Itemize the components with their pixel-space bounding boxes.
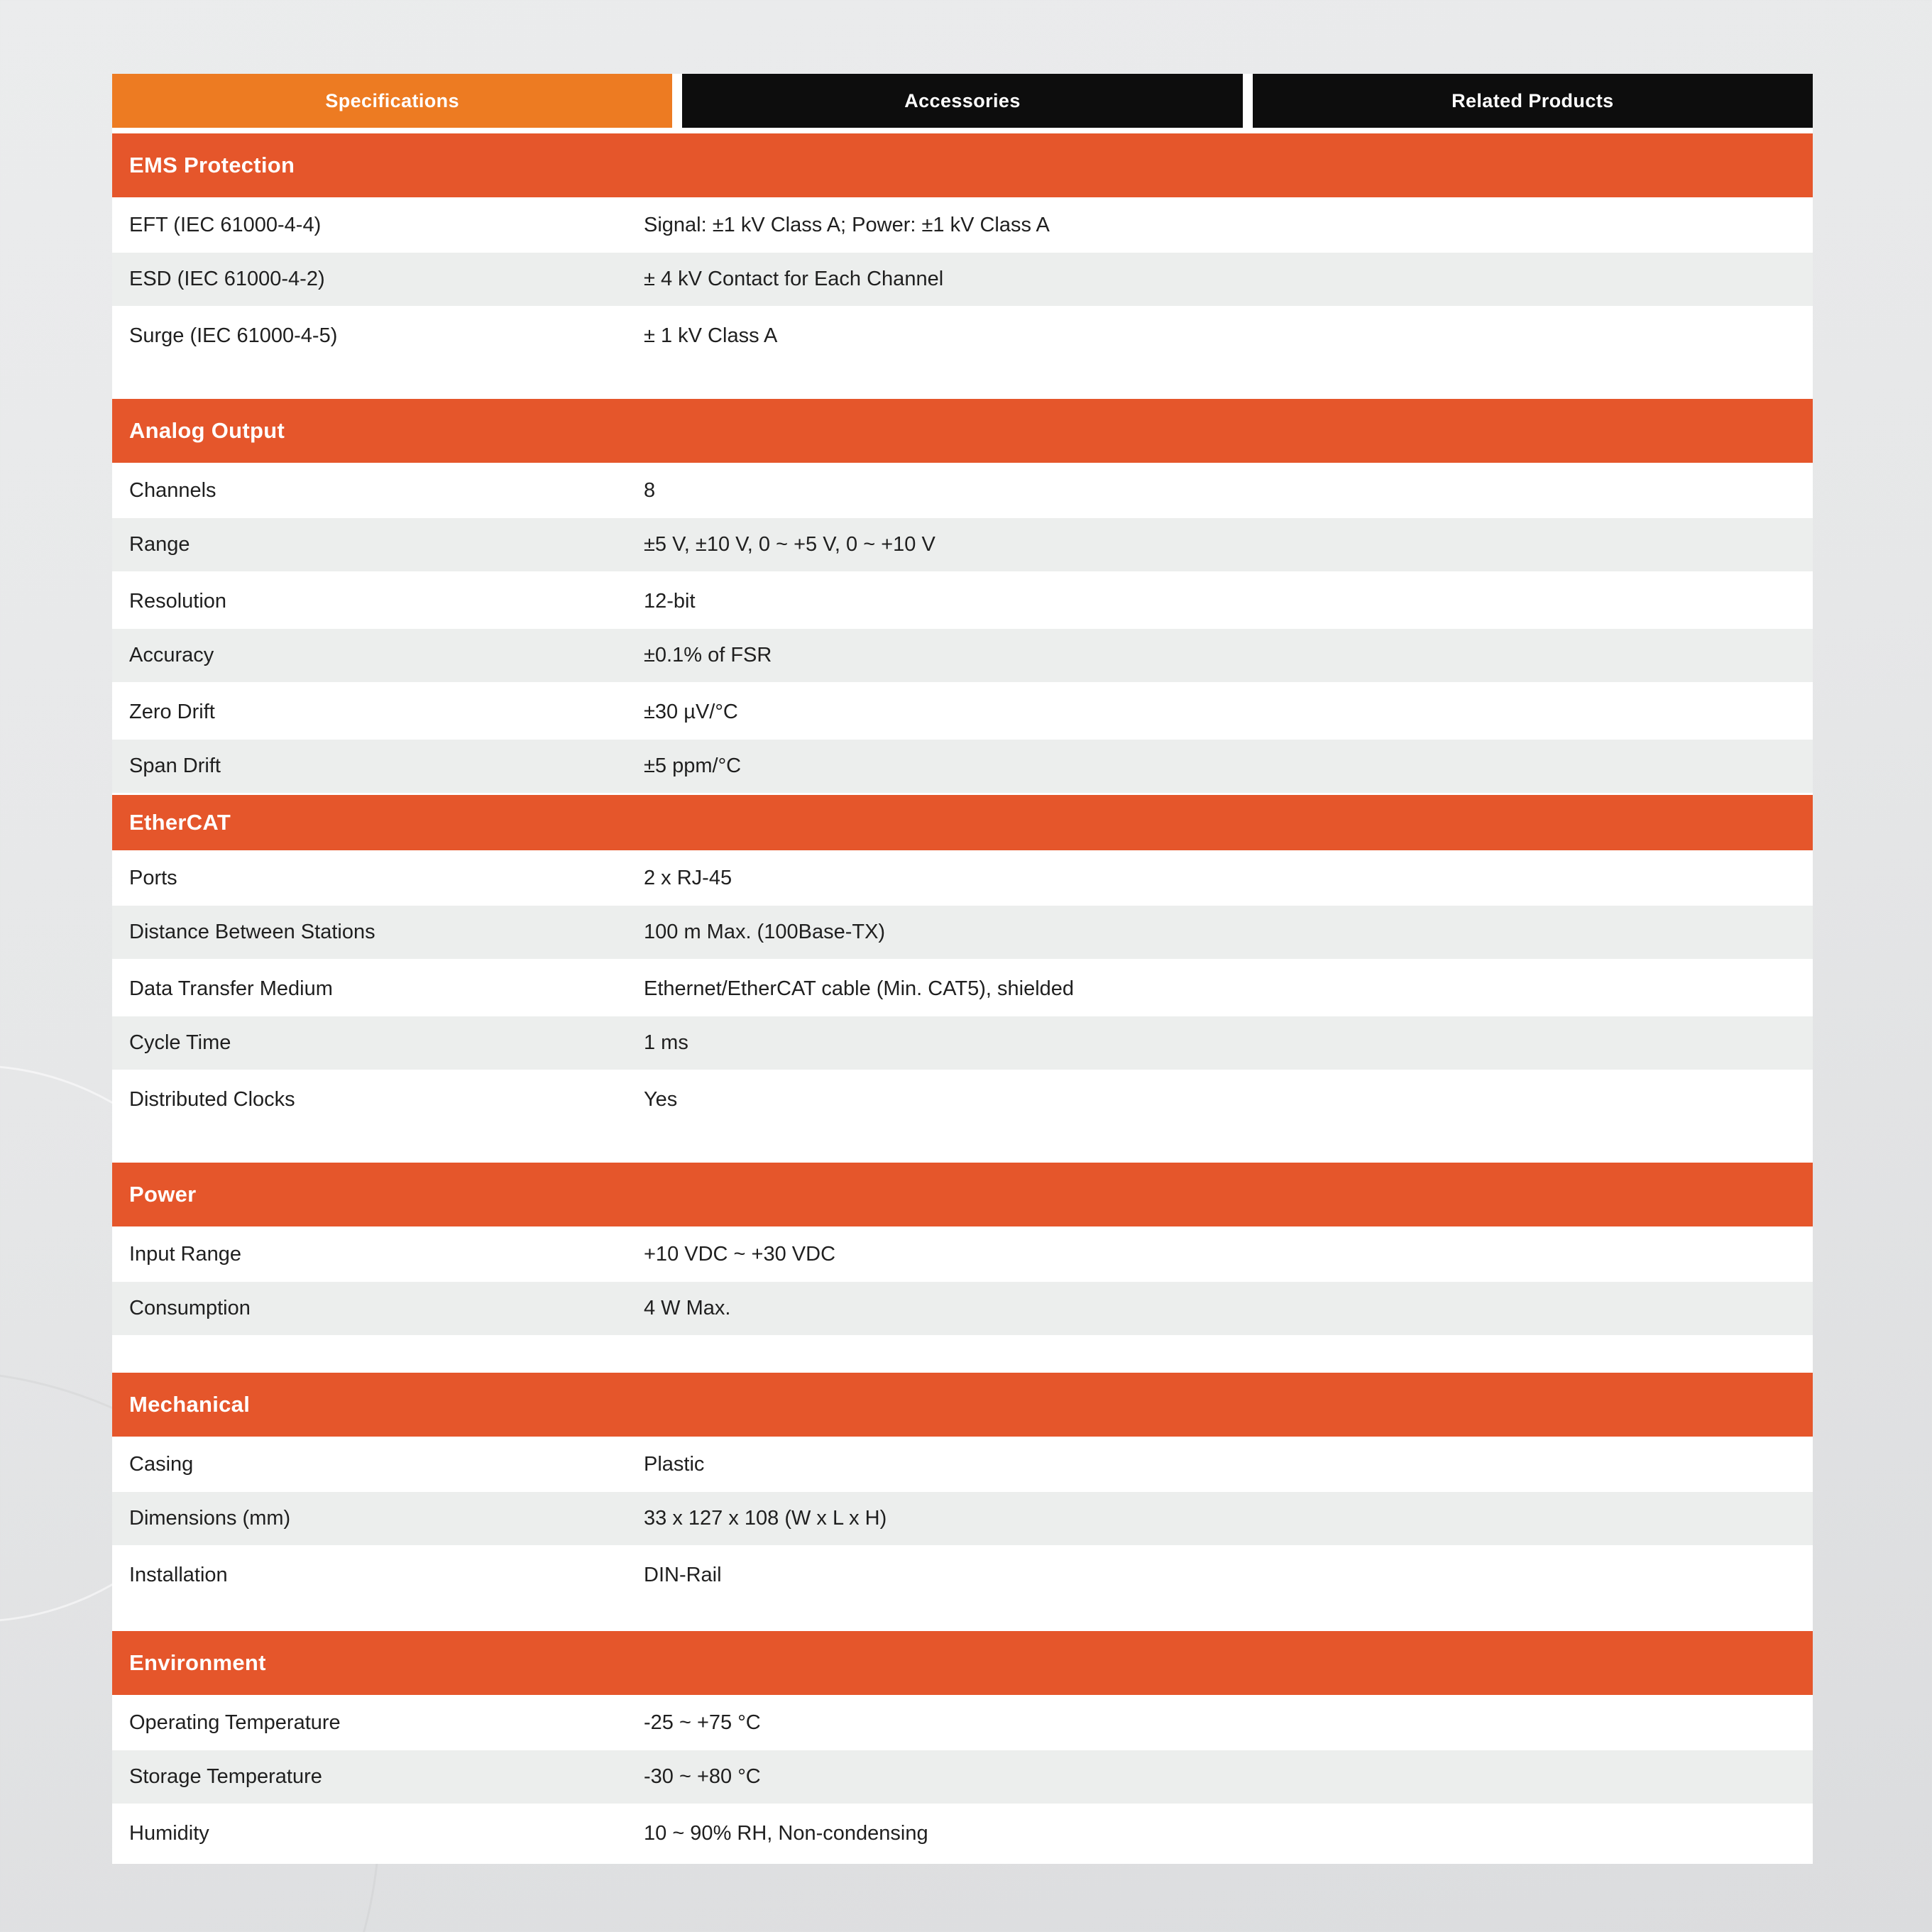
section-header: EtherCAT — [112, 795, 1813, 850]
spec-label: Dimensions (mm) — [129, 1507, 291, 1530]
spec-value: 8 — [644, 478, 656, 502]
section-header: Environment — [112, 1631, 1813, 1695]
spec-row — [112, 684, 1813, 740]
section-rows — [112, 463, 1813, 795]
spec-value: ±5 ppm/°C — [644, 754, 742, 777]
product-spec-panel — [112, 74, 1813, 1864]
spec-row — [112, 1437, 1813, 1492]
spec-value: ±30 µV/°C — [644, 700, 738, 723]
spec-label: Storage Temperature — [129, 1765, 322, 1788]
section-rows — [112, 1695, 1813, 1861]
spec-value: ±5 V, ±10 V, 0 ~ +5 V, 0 ~ +10 V — [644, 533, 935, 556]
spec-label: Casing — [129, 1452, 194, 1476]
spec-label: Channels — [129, 478, 216, 502]
section-header: Analog Output — [112, 399, 1813, 463]
spec-row — [112, 463, 1813, 518]
spec-value: ± 4 kV Contact for Each Channel — [644, 268, 944, 290]
spec-label: Distributed Clocks — [129, 1087, 295, 1111]
section-header: Mechanical — [112, 1373, 1813, 1437]
spec-row — [112, 1547, 1813, 1603]
section-rows — [112, 1437, 1813, 1603]
spec-value: 1 ms — [644, 1031, 688, 1054]
tab-accessories[interactable]: Accessories — [682, 74, 1242, 128]
spec-value: 4 W Max. — [644, 1297, 731, 1319]
spec-row — [112, 1072, 1813, 1127]
section-rows — [112, 850, 1813, 1127]
spec-value: 2 x RJ-45 — [644, 866, 732, 889]
spec-label: Surge (IEC 61000-4-5) — [129, 324, 338, 347]
spec-value: +10 VDC ~ +30 VDC — [644, 1242, 836, 1266]
tab-specifications[interactable]: Specifications — [112, 74, 672, 128]
spec-label: Distance Between Stations — [129, 921, 375, 943]
spec-row — [112, 629, 1813, 684]
section-rows — [112, 1226, 1813, 1337]
spec-label: Input Range — [129, 1242, 242, 1266]
spec-value: Plastic — [644, 1452, 705, 1476]
spec-row — [112, 961, 1813, 1016]
spec-label: Installation — [129, 1563, 228, 1586]
spec-row — [112, 1226, 1813, 1282]
spec-label: Accuracy — [129, 644, 214, 666]
spec-label: Data Transfer Medium — [129, 977, 333, 1000]
spec-value: 100 m Max. (100Base-TX) — [644, 921, 886, 943]
spec-label: Range — [129, 533, 190, 556]
spec-row — [112, 253, 1813, 308]
spec-value: Yes — [644, 1087, 678, 1111]
spec-label: Humidity — [129, 1821, 209, 1845]
spec-label: Consumption — [129, 1297, 251, 1319]
spec-label: Span Drift — [129, 754, 221, 777]
spec-value: -30 ~ +80 °C — [644, 1765, 761, 1788]
spec-label: ESD (IEC 61000-4-2) — [129, 268, 325, 290]
spec-row — [112, 197, 1813, 253]
spec-row — [112, 906, 1813, 961]
spec-label: Ports — [129, 866, 177, 889]
spec-row — [112, 1806, 1813, 1861]
section-header: Power — [112, 1163, 1813, 1226]
spec-row — [112, 1750, 1813, 1806]
spec-table — [112, 133, 1813, 1864]
spec-value: ±0.1% of FSR — [644, 644, 772, 666]
spec-label: Zero Drift — [129, 700, 215, 723]
spec-label: Operating Temperature — [129, 1711, 341, 1734]
spec-row — [112, 1016, 1813, 1072]
spec-row — [112, 1282, 1813, 1337]
spec-value: Ethernet/EtherCAT cable (Min. CAT5), shielded — [644, 977, 1075, 1000]
spec-section — [112, 1163, 1813, 1373]
tab-bar — [112, 74, 1813, 128]
spec-value: 10 ~ 90% RH, Non-condensing — [644, 1821, 928, 1845]
spec-section — [112, 1631, 1813, 1864]
spec-row — [112, 850, 1813, 906]
spec-value: 12-bit — [644, 589, 696, 613]
spec-value: DIN-Rail — [644, 1563, 722, 1586]
spec-value: Signal: ±1 kV Class A; Power: ±1 kV Class A — [644, 213, 1050, 236]
spec-label: Cycle Time — [129, 1031, 231, 1054]
spec-row — [112, 1695, 1813, 1750]
spec-row — [112, 740, 1813, 795]
spec-label: EFT (IEC 61000-4-4) — [129, 213, 322, 236]
spec-row — [112, 1492, 1813, 1547]
spec-value: 33 x 127 x 108 (W x L x H) — [644, 1507, 887, 1530]
tab-related-products[interactable]: Related Products — [1253, 74, 1813, 128]
spec-section — [112, 399, 1813, 795]
section-header: EMS Protection — [112, 133, 1813, 197]
section-rows — [112, 197, 1813, 363]
spec-section — [112, 1373, 1813, 1631]
spec-row — [112, 573, 1813, 629]
spec-section — [112, 795, 1813, 1163]
spec-row — [112, 308, 1813, 363]
spec-label: Resolution — [129, 589, 227, 613]
spec-row — [112, 518, 1813, 573]
spec-section — [112, 133, 1813, 399]
spec-value: ± 1 kV Class A — [644, 324, 778, 347]
spec-value: -25 ~ +75 °C — [644, 1711, 761, 1734]
